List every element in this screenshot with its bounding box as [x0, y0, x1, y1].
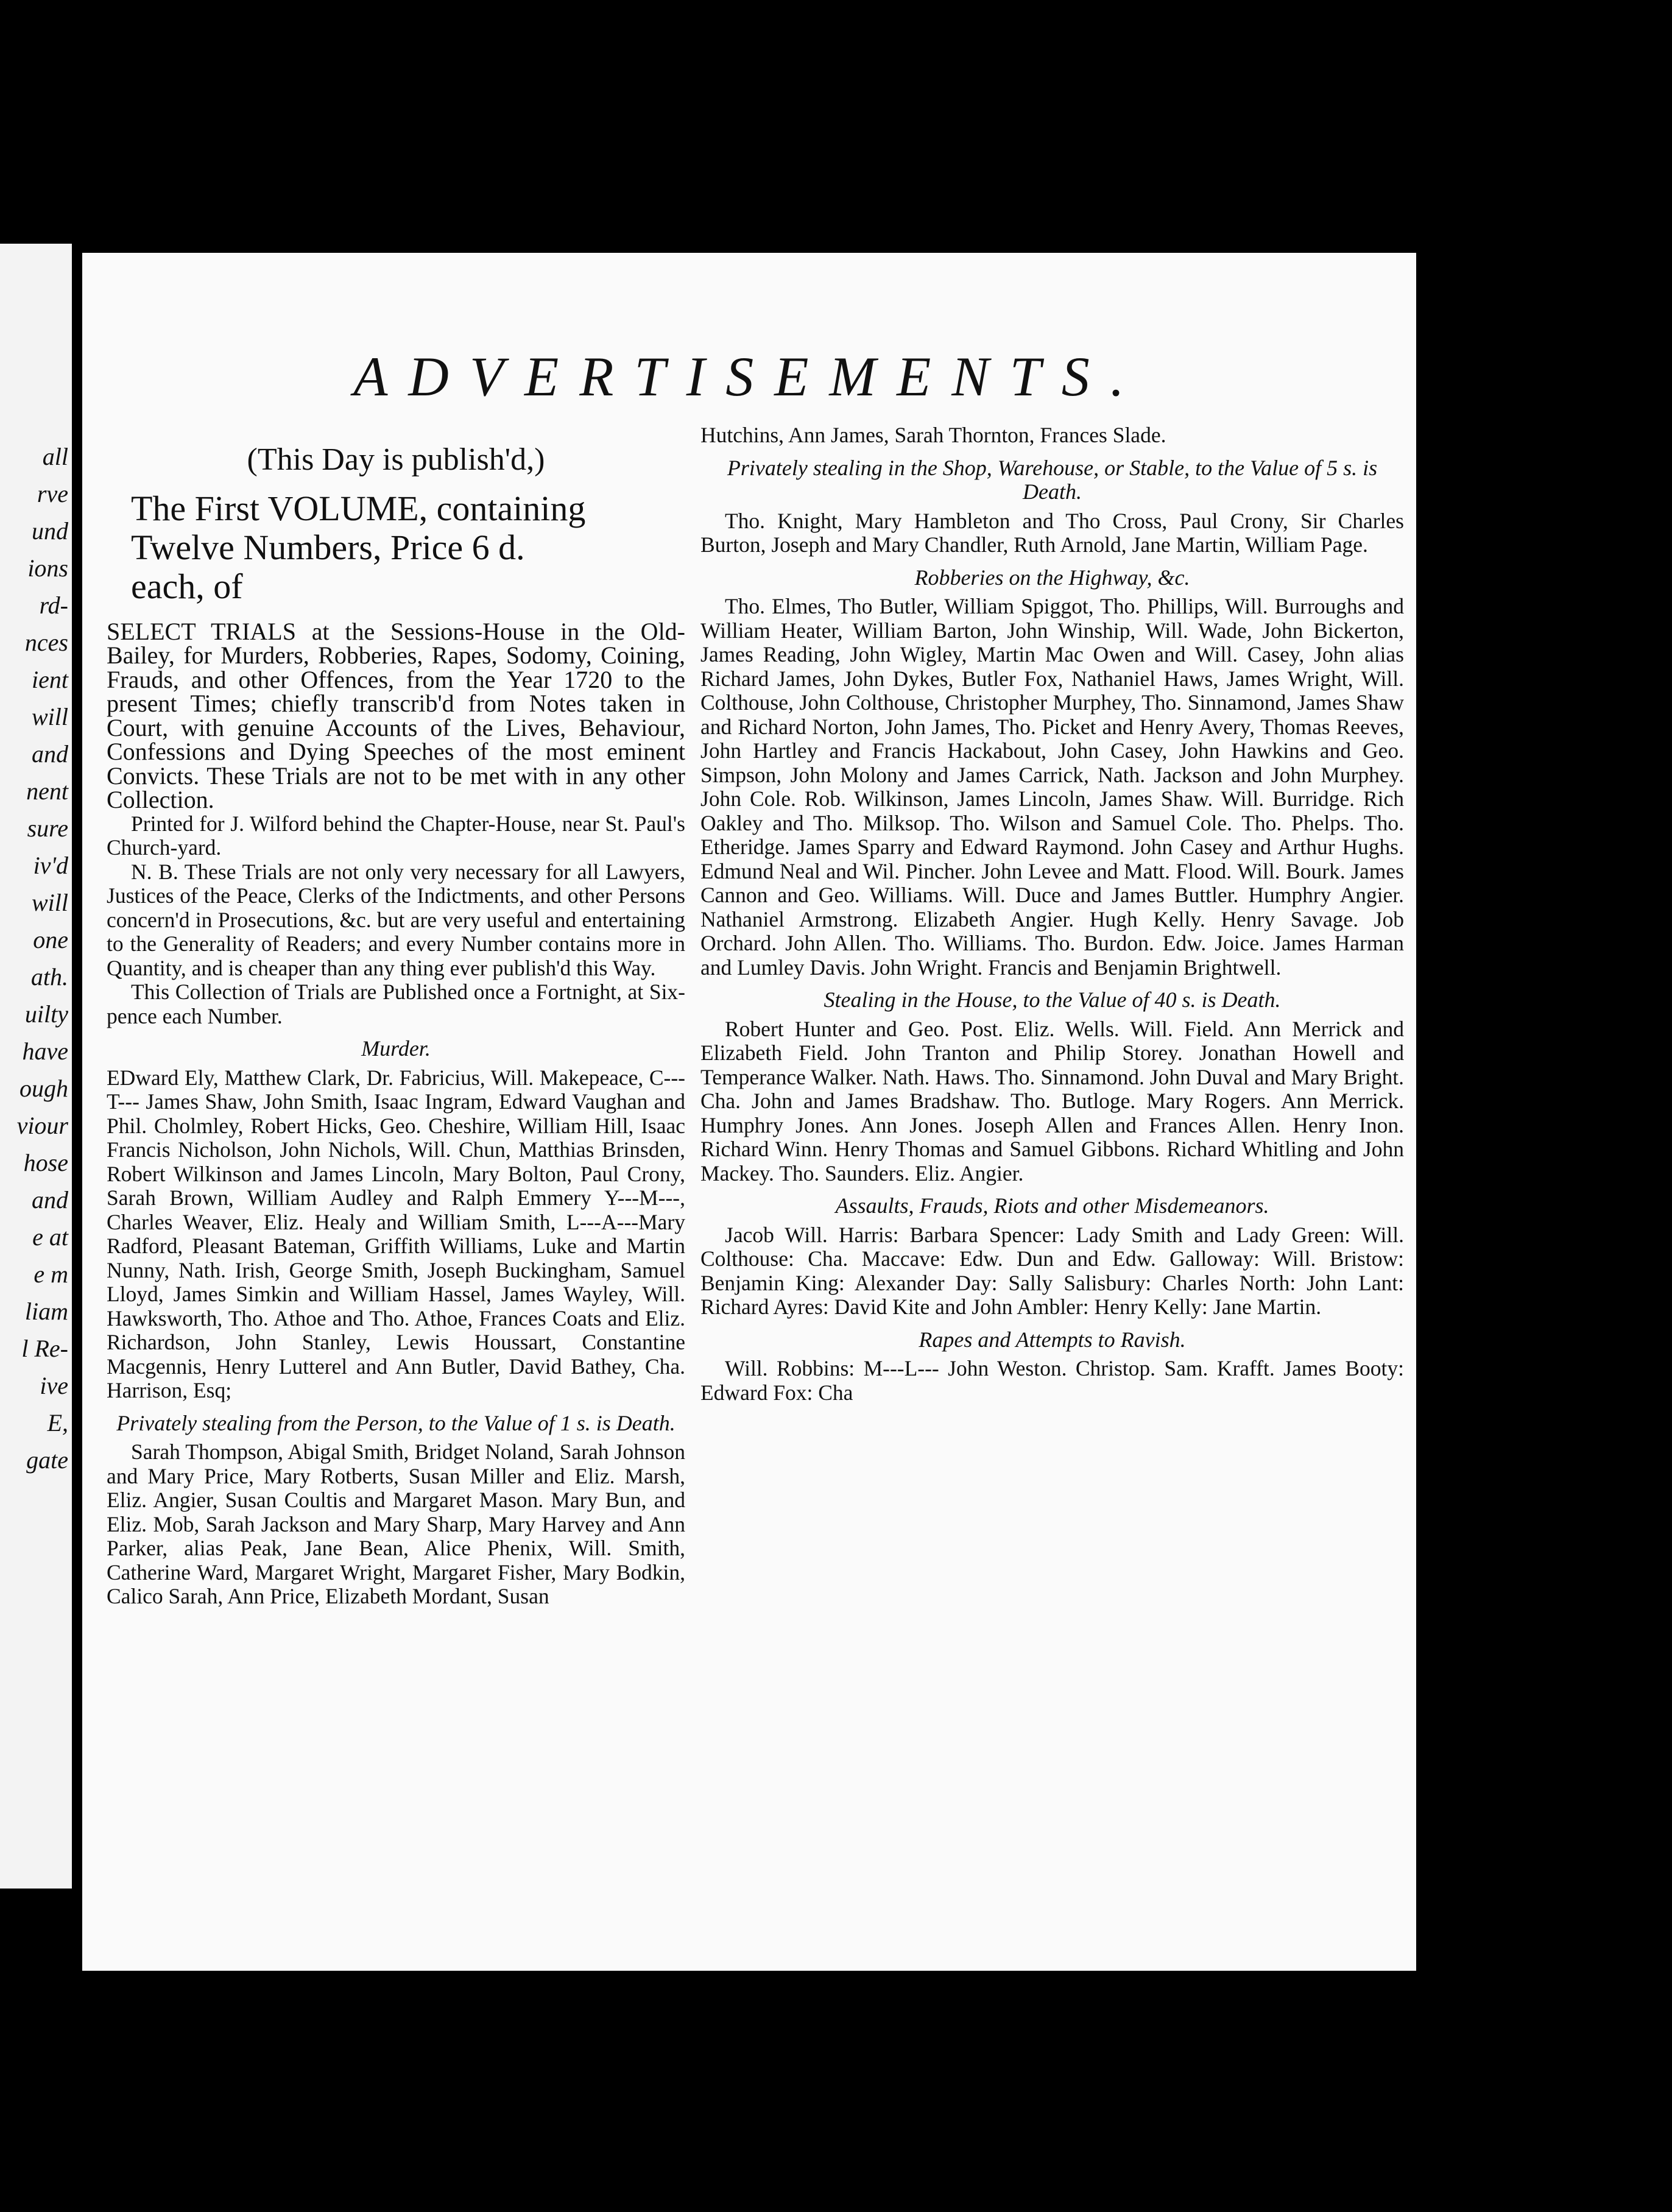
- fragment-word: all: [42, 443, 68, 470]
- murder-list: EDward Ely, Matthew Clark, Dr. Fabricius, Will. Makepeace, C---T--- James Shaw, John Smith, Isaac Ingram, Edward Vaughan and Phil. Cholmley, Robert Hicks, Geo. Cheshire, William Hill, Isaac Francis Nicholson, John Nichols, Will. Chun, Matthias Brinsden, Robert Wilkinson and James Lincoln, Mary Bolton, Paul Crony, Sarah Brown, William Audley and Ralph Emmery Y---M---, Charles Weaver, Eliz. Healy and William Smith, L---A---Mary Radford, Pleasant Bateman, Griffith Williams, Luke and Martin Nunny, Nath. Irish, George Smith, Joseph Buckingham, Samuel Lloyd, James Simkin and William Hassel, James Wayley, Will. Hawksworth, Tho. Athoe and Tho. Athoe, Frances Coats and Eliz. Richardson, John Stanley, Lewis Houssart, Constantine Macgennis, Henry Lutterel and Ann Butler, David Bathey, Cha. Harrison, Esq;: [107, 1065, 685, 1402]
- fragment-word: sure: [27, 814, 68, 842]
- first-volume-title: [131, 489, 685, 606]
- rapes-list: Will. Robbins: M---L--- John Weston. Christop. Sam. Krafft. James Booty: Edward Fox: Cha: [700, 1356, 1404, 1405]
- facing-page-fragment: [0, 244, 72, 1889]
- fragment-word: one: [33, 926, 68, 953]
- person-theft-list: Sarah Thompson, Abigal Smith, Bridget Noland, Sarah Johnson and Mary Price, Mary Rotberts, Susan Miller and Eliz. Marsh, Eliz. Angier, Susan Coultis and Margaret Mason. Mary Bun, and Eliz. Mob, Sarah Jackson and Mary Sharp, Mary Harvey and Ann Parker, alias Peak, Jane Bean, Alice Phenix, Will. Smith, Catherine Ward, Margaret Wright, Margaret Fisher, Mary Bodkin, Calico Sarah, Ann Price, Elizabeth Mordant, Susan: [107, 1440, 685, 1608]
- fragment-word: ions: [27, 554, 68, 582]
- right-column: [700, 423, 1404, 1405]
- fragment-word: ient: [32, 666, 68, 693]
- fragment-word: ath.: [30, 963, 68, 991]
- rapes-heading: Rapes and Attempts to Ravish.: [919, 1327, 1186, 1352]
- fragment-word: and: [32, 740, 68, 768]
- publish-notice: (This Day is publish'd,): [247, 442, 545, 477]
- fragment-word: hose: [23, 1149, 68, 1176]
- fragment-word: viour: [16, 1112, 68, 1139]
- printed-for-paragraph: Printed for J. Wilford behind the Chapter-House, near St. Paul's Church-yard.: [107, 811, 685, 860]
- fragment-word: and: [32, 1186, 68, 1214]
- house-theft-heading: Stealing in the House, to the Value of 40 s. is Death.: [824, 988, 1281, 1012]
- first-volume-line: Twelve Numbers, Price 6 d.: [131, 527, 525, 567]
- fragment-word: nent: [26, 777, 68, 805]
- fragment-word: will: [31, 703, 68, 730]
- page-headline: ADVERTISEMENTS.: [353, 345, 1145, 408]
- fragment-word: gate: [26, 1446, 68, 1474]
- assaults-heading: Assaults, Frauds, Riots and other Misdemeanors.: [835, 1193, 1269, 1218]
- fragment-word: und: [32, 517, 68, 545]
- fragment-word: e at: [32, 1223, 68, 1251]
- murder-heading: Murder.: [361, 1036, 431, 1061]
- nb-note-paragraph: N. B. These Trials are not only very necessary for all Lawyers, Justices of the Peace, Clerks of the Indictments, and other Persons concern'd in Prosecutions, &c. but are very useful and entertaining to the Generality of Readers; and every Number contains more in Quantity, and is cheaper than any thing ever publish'd this Way.: [107, 859, 685, 980]
- assaults-list: Jacob Will. Harris: Barbara Spencer: Lady Smith and Lady Green: Will. Colthouse: Cha. Maccave: Edw. Dun and Edw. Galloway: Will. Bristow: Benjamin King: Alexander Day: Sally Salisbury: Charles North: John Lant: Richard Ayres: David Kite and John Ambler: Henry Kelly: Jane Martin.: [700, 1222, 1404, 1319]
- fragment-word: will: [31, 889, 68, 916]
- continued-list: Hutchins, Ann James, Sarah Thornton, Frances Slade.: [700, 423, 1166, 447]
- fragment-word: ough: [19, 1075, 68, 1102]
- fragment-word: uilty: [24, 1000, 68, 1028]
- first-volume-line: The First VOLUME, containing: [131, 488, 586, 528]
- fragment-word: E,: [47, 1409, 68, 1436]
- fragment-word: rve: [37, 480, 68, 507]
- collection-note-paragraph: This Collection of Trials are Published once a Fortnight, at Six-pence each Number.: [107, 980, 685, 1028]
- newspaper-page: [82, 253, 1416, 1971]
- fragment-word: l Re-: [21, 1335, 68, 1362]
- first-volume-line: each, of: [131, 566, 243, 606]
- highway-list: Tho. Elmes, Tho Butler, William Spiggot, Tho. Phillips, Will. Burroughs and William Heater, William Barton, John Winship, Will. Wade, John Bickerton, James Reading, John Wigley, Martin Mac Owen and Will. Casey, John alias Richard James, John Dykes, Butler Fox, Nathaniel Haws, James Wright, Will. Colthouse, John Colthouse, Christopher Murphey, Tho. Sinnamond, James Shaw and Richard Norton, John James, Tho. Picket and Henry Avery, Thomas Reeves, John Hartley and Francis Hackabout, John Casey, John Hawkins and Geo. Simpson, John Molony and James Carrick, Nath. Jackson and John Murphey. John Cole. Rob. Wilkinson, James Lincoln, James Shaw. Will. Burridge. Rich Oakley and Tho. Milksop. Tho. Wilson and Samuel Cole. Tho. Phelps. Tho. Etheridge. James Sparry and Edward Raymond. John Casey and Arthur Hughs. Edmund Neal and Wil. Pincher. John Levee and Matt. Flood. Will. Bourk. James Cannon and Geo. Williams. Will. Duce and James Buttler. Humphry Angier. Nathaniel Armstrong. Elizabeth Angier. Hugh Kelly. Henry Savage. Job Orchard. John Allen. Tho. Williams. Tho. Burdon. Edw. Joice. James Harman and Lumley Davis. John Wright. Francis and Benjamin Brightwell.: [700, 594, 1404, 980]
- fragment-word: nces: [24, 629, 68, 656]
- highway-heading: Robberies on the Highway, &c.: [914, 565, 1190, 590]
- fragment-word: liam: [24, 1298, 68, 1325]
- person-theft-heading: Privately stealing from the Person, to the Value of 1 s. is Death.: [116, 1410, 676, 1435]
- fragment-word: rd-: [39, 592, 68, 619]
- fragment-word: e m: [34, 1260, 68, 1288]
- fragment-word: have: [22, 1037, 68, 1065]
- shop-theft-heading: Privately stealing in the Shop, Warehouse, or Stable, to the Value of 5 s. is Death.: [727, 455, 1378, 504]
- select-trials-paragraph: SELECT TRIALS at the Sessions-House in the Old-Bailey, for Murders, Robberies, Rapes, Sodomy, Coining, Frauds, and other Offences, from the Year 1720 to the present Times; chiefly transcrib'd from Notes taken in Court, with genuine Accounts of the Lives, Behaviour, Confessions and Dying Speeches of the most eminent Convicts. These Trials are not to be met with in any other Collection.: [107, 617, 685, 813]
- fragment-word: ive: [40, 1372, 68, 1399]
- left-column: [107, 436, 685, 1609]
- fragment-word: iv'd: [33, 852, 68, 879]
- house-theft-list: Robert Hunter and Geo. Post. Eliz. Wells. Will. Field. Ann Merrick and Elizabeth Field. John Tranton and Philip Storey. Jonathan Howell and Temperance Walker. Nath. Haws. Tho. Sinnamond. John Duval and Mary Bright. Cha. John and James Bradshaw. Tho. Butloge. Mary Rogers. Ann Merrick. Humphry Jones. Ann Jones. Joseph Allen and Frances Allen. Henry Inon. Richard Winn. Henry Thomas and Samuel Gibbons. Richard Whitling and John Mackey. Tho. Saunders. Eliz. Angier.: [700, 1016, 1404, 1186]
- shop-theft-list: Tho. Knight, Mary Hambleton and Tho Cross, Paul Crony, Sir Charles Burton, Joseph and Mary Chandler, Ruth Arnold, Jane Martin, William Page.: [700, 508, 1404, 557]
